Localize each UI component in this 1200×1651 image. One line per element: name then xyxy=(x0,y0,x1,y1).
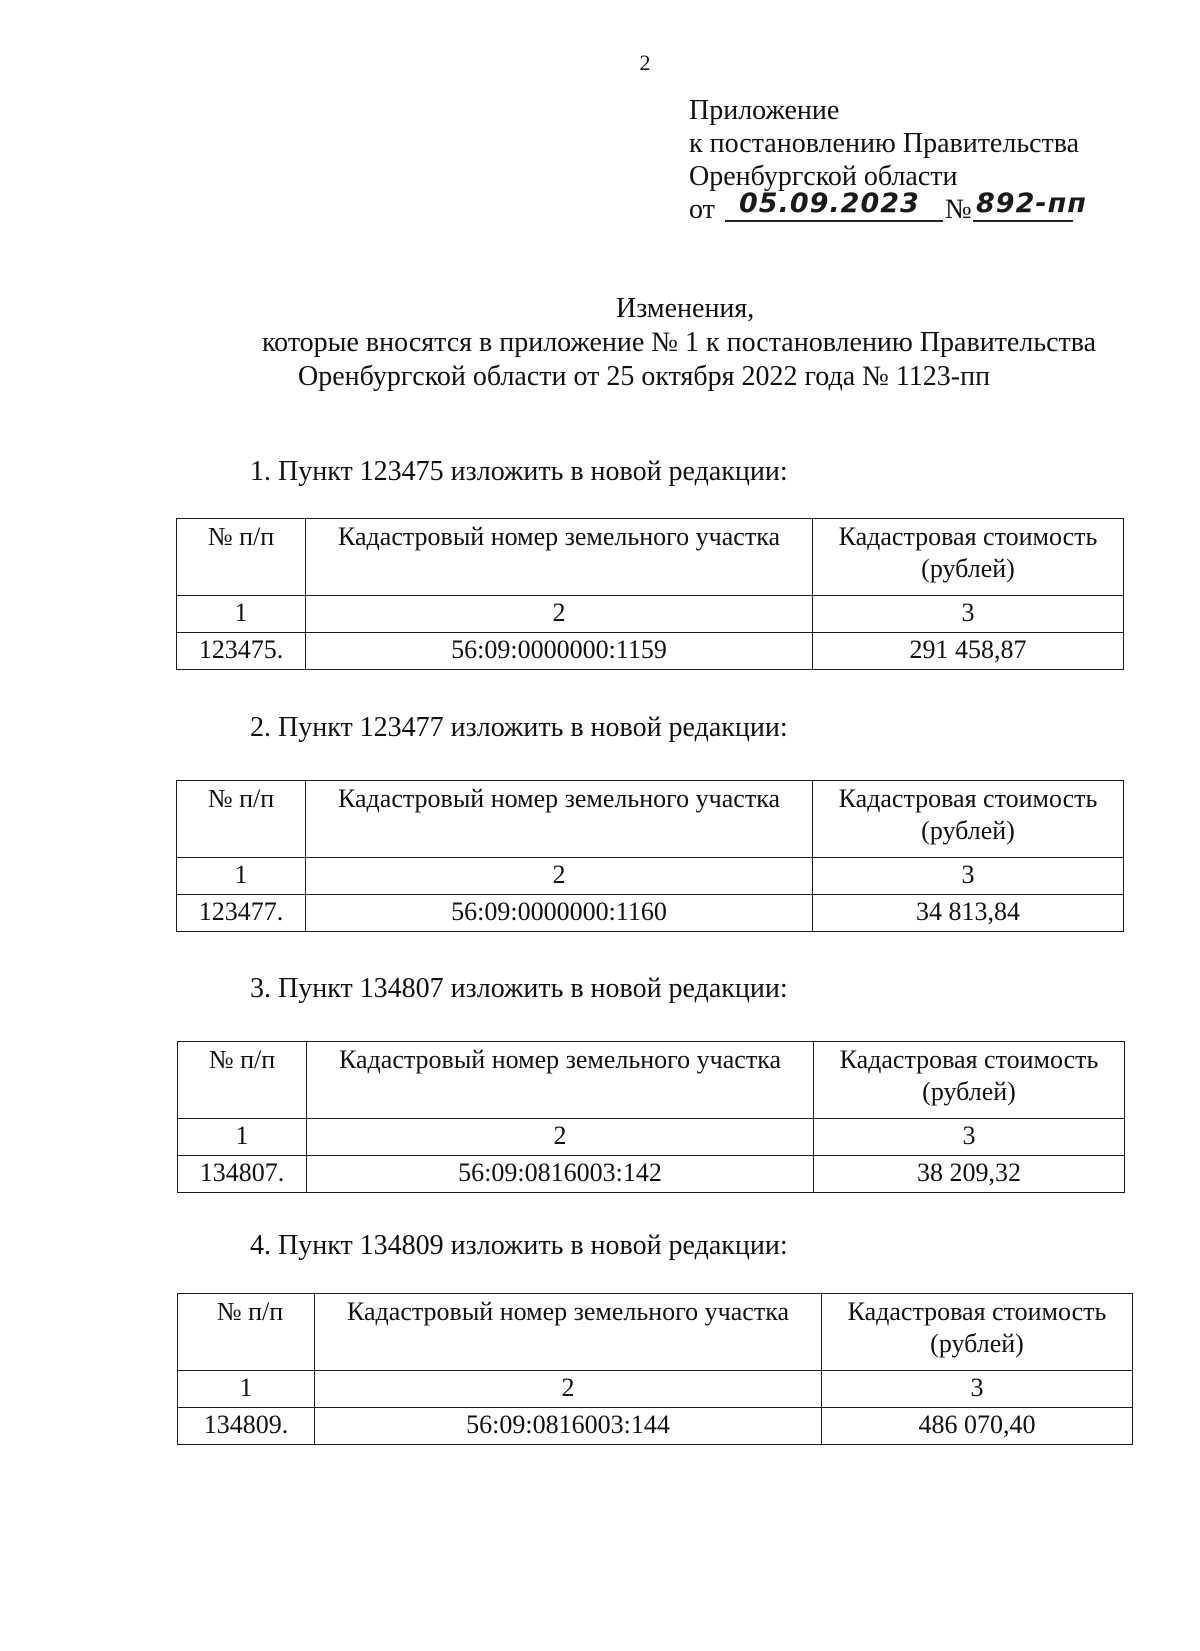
row-cadastral: 56:09:0000000:1160 xyxy=(306,895,813,932)
header-number: № п/п xyxy=(177,519,306,596)
index-cell: 1 xyxy=(177,596,306,633)
index-cell: 3 xyxy=(814,1119,1125,1156)
index-cell: 1 xyxy=(178,1119,307,1156)
table-row xyxy=(178,1156,1125,1193)
appendix-block xyxy=(689,94,1087,229)
index-cell: 1 xyxy=(178,1371,315,1408)
table-row xyxy=(177,895,1124,932)
appendix-date-line xyxy=(689,188,1087,229)
row-value: 486 070,40 xyxy=(822,1408,1133,1445)
cadastral-table-1 xyxy=(176,518,1124,670)
table-row xyxy=(178,1408,1133,1445)
index-cell: 3 xyxy=(813,858,1124,895)
index-cell: 2 xyxy=(307,1119,814,1156)
index-cell: 2 xyxy=(315,1371,822,1408)
header-value: Кадастровая стоимость (рублей) xyxy=(813,781,1124,858)
row-cadastral: 56:09:0000000:1159 xyxy=(306,633,813,670)
row-number: 134809. xyxy=(178,1408,315,1445)
row-number: 123475. xyxy=(177,633,306,670)
handwritten-date: 05.09.2023 xyxy=(739,188,920,219)
cadastral-table-3 xyxy=(177,1041,1125,1193)
item-heading-1: 1. Пункт 123475 изложить в новой редакции: xyxy=(250,456,788,487)
appendix-line-2: к постановлению Правительства xyxy=(689,128,1080,159)
index-cell: 1 xyxy=(177,858,306,895)
item-heading-2: 2. Пункт 123477 изложить в новой редакции: xyxy=(250,712,788,743)
index-cell: 3 xyxy=(813,596,1124,633)
header-cadastral: Кадастровый номер земельного участка xyxy=(307,1042,814,1119)
appendix-line-1: Приложение xyxy=(689,95,840,126)
table-row xyxy=(177,633,1124,670)
row-value: 291 458,87 xyxy=(813,633,1124,670)
date-underline xyxy=(725,220,943,222)
appendix-line-3: Оренбургской области xyxy=(689,161,958,192)
header-number: № п/п xyxy=(178,1294,315,1371)
number-label: № xyxy=(945,194,972,225)
page-number: 2 xyxy=(639,50,651,75)
header-cadastral: Кадастровый номер земельного участка xyxy=(315,1294,822,1371)
header-value: Кадастровая стоимость (рублей) xyxy=(822,1294,1133,1371)
from-label: от xyxy=(689,194,715,225)
index-cell: 3 xyxy=(822,1371,1133,1408)
cadastral-table-4 xyxy=(177,1293,1133,1445)
index-cell: 2 xyxy=(306,596,813,633)
row-value: 38 209,32 xyxy=(814,1156,1125,1193)
row-cadastral: 56:09:0816003:144 xyxy=(315,1408,822,1445)
row-number: 123477. xyxy=(177,895,306,932)
number-underline xyxy=(973,220,1073,222)
handwritten-number: 892-пп xyxy=(976,188,1087,219)
header-number: № п/п xyxy=(178,1042,307,1119)
header-value: Кадастровая стоимость (рублей) xyxy=(814,1042,1125,1119)
header-cadastral: Кадастровый номер земельного участка xyxy=(306,781,813,858)
cadastral-table-2 xyxy=(176,780,1124,932)
header-cadastral: Кадастровый номер земельного участка xyxy=(306,519,813,596)
title-line-3: Оренбургской области от 25 октября 2022 года № 1123-пп xyxy=(298,361,991,392)
index-cell: 2 xyxy=(306,858,813,895)
item-heading-3: 3. Пункт 134807 изложить в новой редакции: xyxy=(250,973,788,1004)
row-value: 34 813,84 xyxy=(813,895,1124,932)
title-line-2: которые вносятся в приложение № 1 к постановлению Правительства xyxy=(262,327,1097,358)
title-line-1: Изменения, xyxy=(616,293,755,324)
item-heading-4: 4. Пункт 134809 изложить в новой редакции: xyxy=(250,1230,788,1261)
header-number: № п/п xyxy=(177,781,306,858)
header-value: Кадастровая стоимость (рублей) xyxy=(813,519,1124,596)
row-number: 134807. xyxy=(178,1156,307,1193)
row-cadastral: 56:09:0816003:142 xyxy=(307,1156,814,1193)
